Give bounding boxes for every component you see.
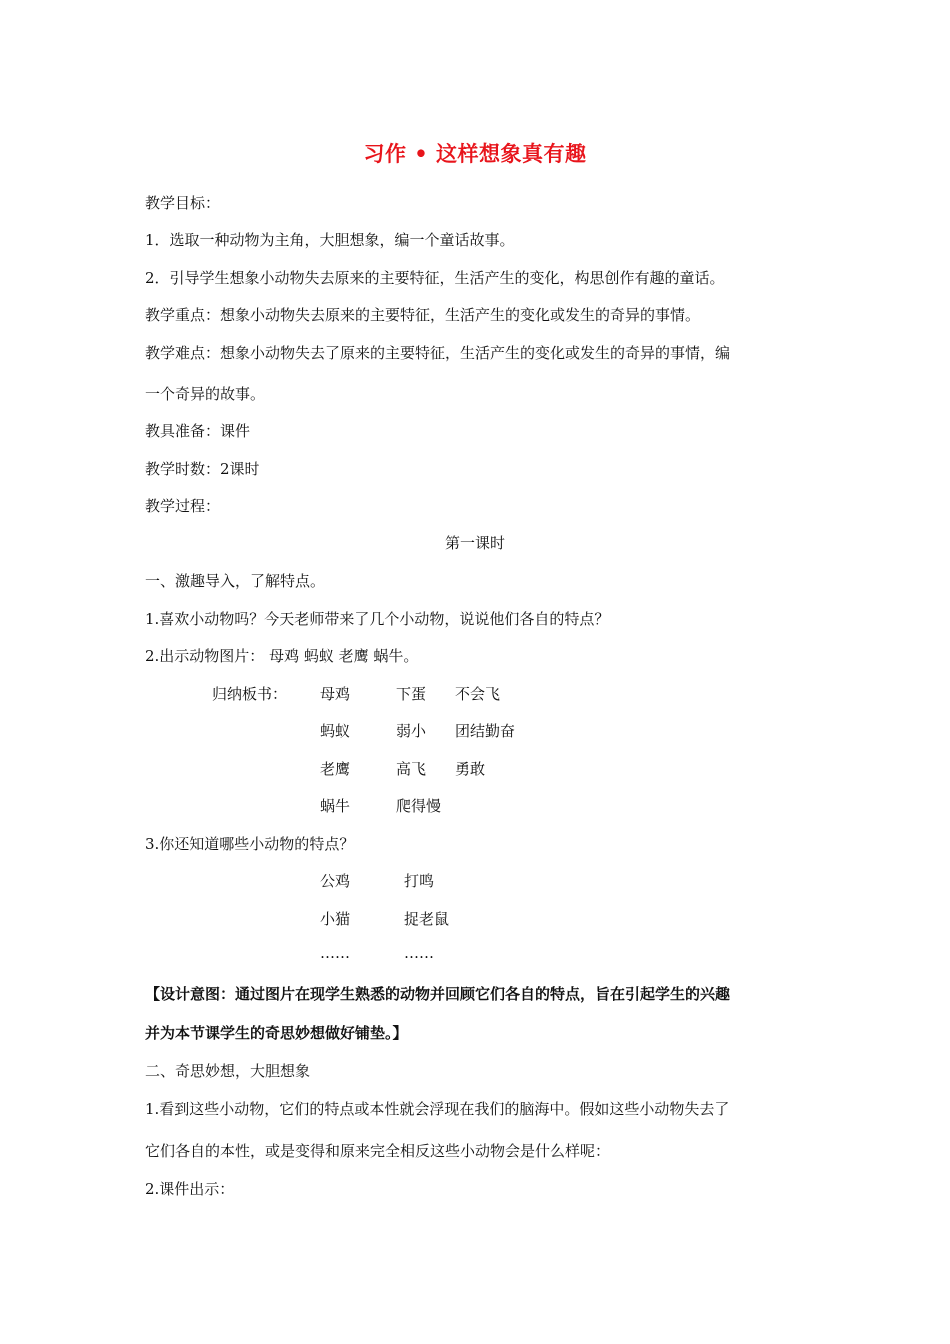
board-animal: 老鹰 xyxy=(320,760,351,778)
design-intent-line-2: 并为本节课学生的奇思妙想做好铺垫。】 xyxy=(145,1024,408,1042)
section-1-item-2: 2.出示动物图片： 母鸡 蚂蚁 老鹰 蜗牛。 xyxy=(145,647,419,665)
design-intent-line-1: 【设计意图：通过图片在现学生熟悉的动物并回顾它们各自的特点，旨在引起学生的兴趣 xyxy=(145,985,731,1003)
goal-item-1: 1．选取一种动物为主角，大胆想象，编一个童话故事。 xyxy=(145,231,515,249)
section-2-item-2: 2.课件出示： xyxy=(145,1180,235,1198)
section-2-item-1-line-1: 1.看到这些小动物，它们的特点或本性就会浮现在我们的脑海中。假如这些小动物失去了 xyxy=(145,1100,730,1118)
board-trait: 勇敢 xyxy=(455,760,486,778)
list-animal: 公鸡 xyxy=(320,872,351,890)
list-trait: 捉老鼠 xyxy=(404,910,450,928)
list-ellipsis: …… xyxy=(404,944,434,962)
board-trait: 下蛋 xyxy=(396,685,427,703)
list-animal: 小猫 xyxy=(320,910,351,928)
difficulty-line-2: 一个奇异的故事。 xyxy=(145,385,266,403)
section-1-item-1: 1.喜欢小动物吗？今天老师带来了几个小动物，说说他们各自的特点？ xyxy=(145,610,610,628)
teaching-hours: 教学时数：2课时 xyxy=(145,460,260,478)
goal-item-2: 2．引导学生想象小动物失去原来的主要特征，生活产生的变化，构思创作有趣的童话。 xyxy=(145,269,725,287)
goals-heading: 教学目标： xyxy=(145,194,221,212)
section-1-heading: 一、激趣导入，了解特点。 xyxy=(145,572,326,590)
section-2-item-1-line-2: 它们各自的本性，或是变得和原来完全相反这些小动物会是什么样呢： xyxy=(145,1142,611,1160)
document-title: 习作 • 这样想象真有趣 xyxy=(363,141,587,166)
board-trait: 爬得慢 xyxy=(396,797,442,815)
board-trait: 高飞 xyxy=(396,760,427,778)
board-animal: 母鸡 xyxy=(320,685,351,703)
lesson-heading: 第一课时 xyxy=(444,534,505,552)
board-animal: 蜗牛 xyxy=(320,797,351,815)
board-animal: 蚂蚁 xyxy=(320,722,351,740)
difficulty-line-1: 教学难点：想象小动物失去了原来的主要特征，生活产生的变化或发生的奇异的事情，编 xyxy=(145,344,731,362)
list-ellipsis: …… xyxy=(320,944,350,962)
board-trait: 弱小 xyxy=(396,722,427,740)
board-trait: 团结勤奋 xyxy=(455,722,516,740)
section-2-heading: 二、奇思妙想，大胆想象 xyxy=(145,1062,311,1080)
process-heading: 教学过程： xyxy=(145,497,221,515)
board-trait: 不会飞 xyxy=(455,685,501,703)
section-1-item-3: 3.你还知道哪些小动物的特点？ xyxy=(145,835,355,853)
list-trait: 打鸣 xyxy=(404,872,435,890)
key-point: 教学重点：想象小动物失去原来的主要特征，生活产生的变化或发生的奇异的事情。 xyxy=(145,306,701,324)
board-label: 归纳板书： xyxy=(212,685,288,703)
teaching-tools: 教具准备：课件 xyxy=(145,422,251,440)
